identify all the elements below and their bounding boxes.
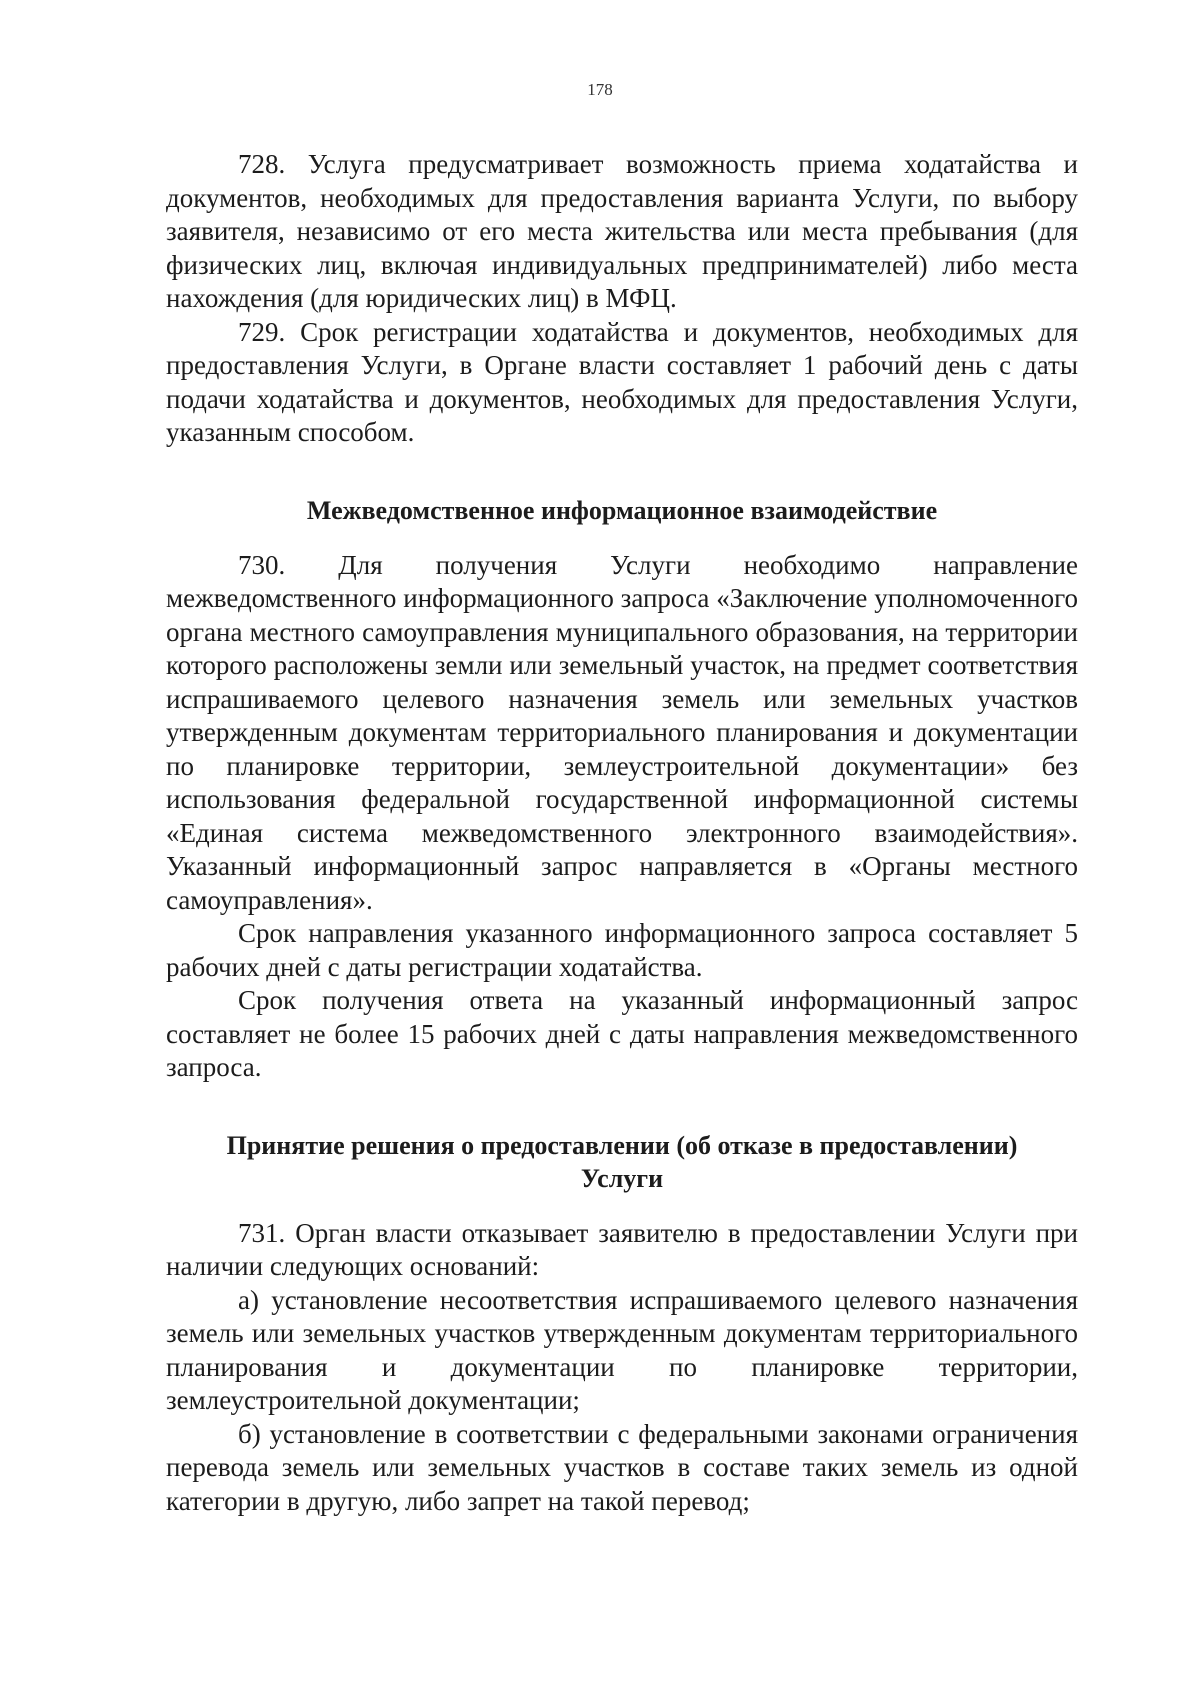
list-item-a: а) установление несоответствия испрашиваемого целевого назначения земель или земельных участков утвержденным документам территориального планирования и документации по планировке территории, землеустроительной документации; — [166, 1284, 1078, 1415]
section-heading-decision — [166, 1129, 1078, 1195]
paragraph-728: 728. Услуга предусматривает возможность приема ходатайства и документов, необходимых для предоставления варианта Услуги, по выбору заявителя, независимо от его места жительства или места пребывания (для физических лиц, включая индивидуальных предпринимателей) либо места нахождения (для юридических лиц) в МФЦ. — [166, 149, 1078, 313]
section-heading-decision-line-1: Принятие решения о предоставлении (об отказе в предоставлении) — [226, 1130, 1018, 1160]
list-item-b: б) установление в соответствии с федеральными законами ограничения перевода земель или земельных участков в составе таких земель из одной категории в другую, либо запрет на такой перевод; — [166, 1418, 1078, 1516]
paragraph-731: 731. Орган власти отказывает заявителю в предоставлении Услуги при наличии следующих оснований: — [166, 1217, 1078, 1281]
section-heading-decision-line-2: Услуги — [580, 1163, 664, 1193]
document-body — [166, 148, 1078, 1518]
section-heading-interagency: Межведомственное информационное взаимодействие — [306, 495, 938, 525]
paragraph-729: 729. Срок регистрации ходатайства и документов, необходимых для предоставления Услуги, в Органе власти составляет 1 рабочий день с даты подачи ходатайства и документов, необходимых для предоставления Услуги, указанным способом. — [166, 316, 1078, 447]
paragraph-response-deadline: Срок получения ответа на указанный информационный запрос составляет не более 15 рабочих дней с даты направления межведомственного запроса. — [166, 985, 1078, 1082]
page-number: 178 — [587, 80, 613, 99]
paragraph-request-deadline: Срок направления указанного информационного запроса составляет 5 рабочих дней с даты регистрации ходатайства. — [166, 918, 1078, 982]
paragraph-730: 730. Для получения Услуги необходимо направление межведомственного информационного запроса «Заключение уполномоченного органа местного самоуправления муниципального образования, на территории которого расположены земли или земельный участок, на предмет соответствия испрашиваемого целевого назначения земель или земельных участков утвержденным документам территориального планирования и документации по планировке территории, землеустроительной документации» без использования федеральной государственной информационной системы «Единая система межведомственного электронного взаимодействия». Указанный информационный запрос направляется в «Органы местного самоуправления». — [166, 549, 1078, 915]
